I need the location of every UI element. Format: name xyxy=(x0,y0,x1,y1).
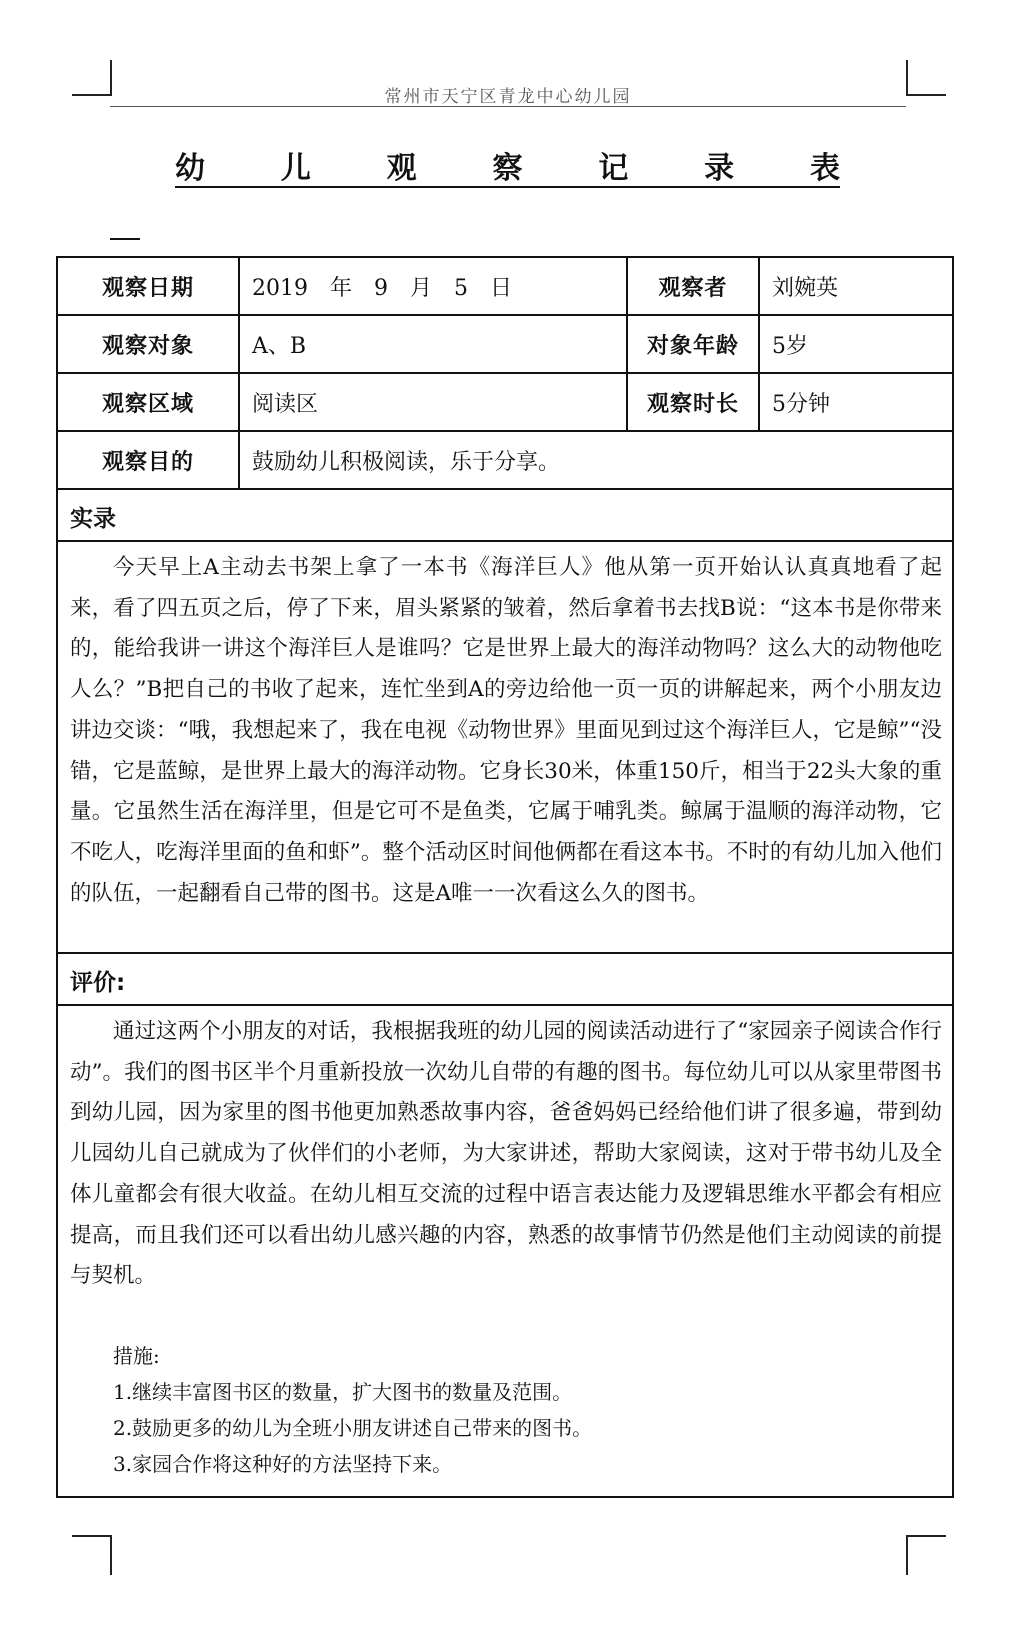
date-label: 观察日期 xyxy=(101,275,194,301)
measures-block xyxy=(113,1338,592,1482)
date-value: 2019 年 9 月 5 日 xyxy=(238,258,626,314)
record-text: 今天早上A主动去书架上拿了一本书《海洋巨人》他从第一页开始认认真真地看了起来，看了四五页之后，停了下来，眉头紧紧的皱着，然后拿着书去找B说：“这本书是你带来的，能给我讲一讲这个海洋巨人是谁吗？它是世界上最大的海洋动物吗？这么大的动物他吃人么？”B把自己的书收了起来，连忙坐到A的旁边给他一页一页的讲解起来，两个小朋友边讲边交谈：“哦，我想起来了，我在电视《动物世界》里面见到过这个海洋巨人，它是鲸”“没错，它是蓝鲸，是世界上最大的海洋动物。它身长30米，体重150斤，相当于22头大象的重量。它虽然生活在海洋里，但是它可不是鱼类，它属于哺乳类。鲸属于温顺的海洋动物，它不吃人，吃海洋里面的鱼和虾”。整个活动区时间他俩都在看这本书。不时的有幼儿加入他们的队伍，一起翻看自己带的图书。这是A唯一一次看这么久的图书。 xyxy=(70,555,942,906)
goal-label: 观察目的 xyxy=(101,449,194,475)
title-char: 幼 xyxy=(175,151,205,186)
age-label: 对象年龄 xyxy=(626,316,758,372)
crop-mark-bottom-right xyxy=(906,1535,946,1575)
measure-item: 2.鼓励更多的幼儿为全班小朋友讲述自己带来的图书。 xyxy=(113,1416,593,1440)
age-value: 5岁 xyxy=(758,316,952,372)
area-label: 观察区域 xyxy=(101,391,194,417)
crop-mark-top-left xyxy=(72,60,112,96)
duration-label: 观察时长 xyxy=(626,374,758,430)
title-char: 录 xyxy=(704,151,735,186)
row-record-text xyxy=(58,542,952,954)
subject-label: 观察对象 xyxy=(101,333,194,359)
title-char: 记 xyxy=(598,151,629,186)
row-area xyxy=(58,374,952,432)
row-evaluation-text xyxy=(58,1006,952,1496)
crop-mark-top-right xyxy=(906,60,946,96)
duration-value: 5分钟 xyxy=(758,374,952,430)
document-title xyxy=(175,144,840,188)
row-evaluation-label xyxy=(58,954,952,1006)
row-subject xyxy=(58,316,952,374)
crop-mark-bottom-left xyxy=(72,1535,112,1575)
title-char: 观 xyxy=(386,151,417,186)
measures-title: 措施: xyxy=(113,1344,160,1368)
subject-value: A、B xyxy=(238,316,626,372)
evaluation-label: 评价: xyxy=(70,970,126,996)
observation-form xyxy=(56,256,954,1498)
row-goal xyxy=(58,432,952,490)
title-char: 表 xyxy=(809,151,840,186)
goal-value: 鼓励幼儿积极阅读，乐于分享。 xyxy=(238,432,952,488)
observer-value: 刘婉英 xyxy=(758,258,952,314)
title-char: 察 xyxy=(492,151,523,186)
area-value: 阅读区 xyxy=(238,374,626,430)
measure-item: 3.家园合作将这种好的方法坚持下来。 xyxy=(113,1452,453,1476)
row-date xyxy=(58,258,952,316)
record-label: 实录 xyxy=(70,506,116,532)
dash-mark xyxy=(110,238,140,240)
evaluation-text: 通过这两个小朋友的对话，我根据我班的幼儿园的阅读活动进行了“家园亲子阅读合作行动”。我们的图书区半个月重新投放一次幼儿自带的有趣的图书。每位幼儿可以从家里带图书到幼儿园，因为家里的图书他更加熟悉故事内容，爸爸妈妈已经给他们讲了很多遍，带到幼儿园幼儿自己就成为了伙伴们的小老师，为大家讲述，帮助大家阅读，这对于带书幼儿及全体儿童都会有很大收益。在幼儿相互交流的过程中语言表达能力及逻辑思维水平都会有相应提高，而且我们还可以看出幼儿感兴趣的内容，熟悉的故事情节仍然是他们主动阅读的前提与契机。 xyxy=(70,1019,942,1289)
page-header: 常州市天宁区青龙中心幼儿园 xyxy=(110,82,906,107)
observer-label: 观察者 xyxy=(626,258,758,314)
measure-item: 1.继续丰富图书区的数量，扩大图书的数量及范围。 xyxy=(113,1380,573,1404)
title-char: 儿 xyxy=(280,151,311,186)
row-record-label xyxy=(58,490,952,542)
